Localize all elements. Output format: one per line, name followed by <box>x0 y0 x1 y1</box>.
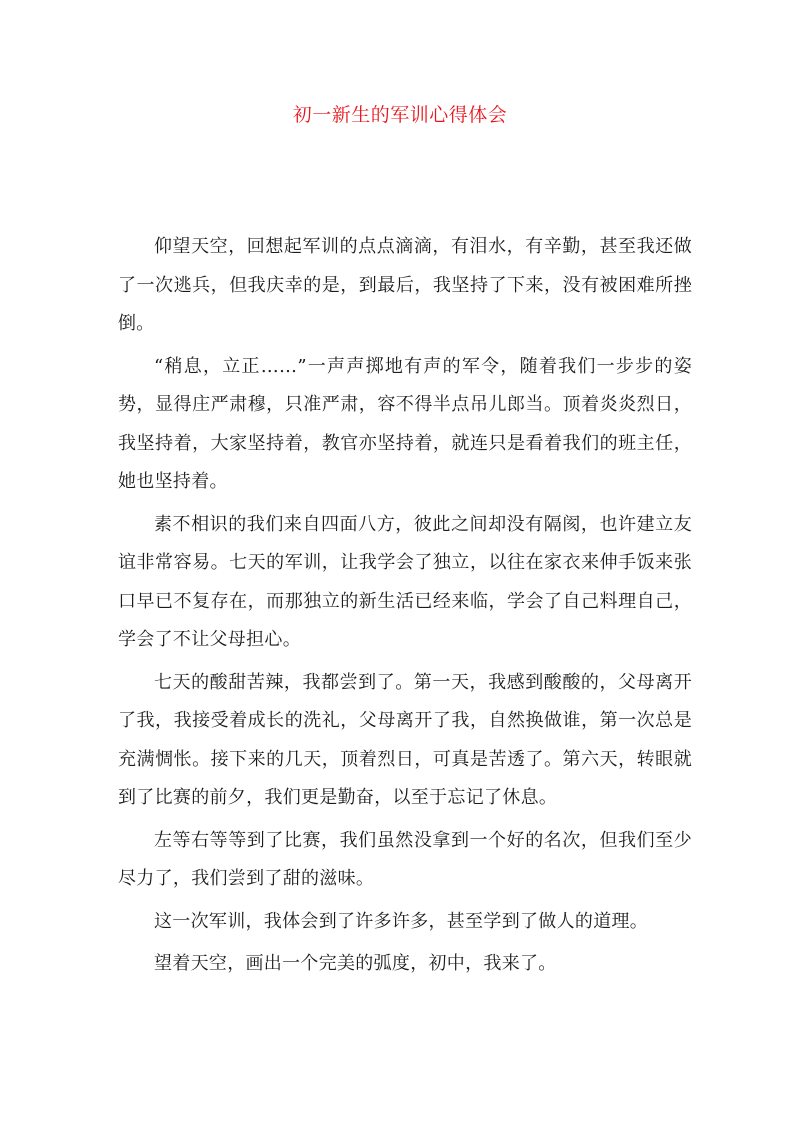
paragraph-6: 这一次军训，我体会到了许多许多，甚至学到了做人的道理。 <box>154 910 649 932</box>
paragraph-2: “稍息，立正……”一声声掷地有声的军令，随着我们一步步的姿势，显得庄严肃穆，只准严肃，容不得半点吊儿郎当。顶着炎炎烈日，我坚持着，大家坚持着，教官亦坚持着，就连只是看着我们的班主任，她也坚持着。 <box>118 355 692 492</box>
paragraph-7: 望着天空，画出一个完美的弧度，初中，我来了。 <box>154 953 557 974</box>
paragraph-4: 七天的酸甜苦辣，我都尝到了。第一天，我感到酸酸的，父母离开了我，我接受着成长的洗礼，父母离开了我，自然换做谁，第一次总是充满惆怅。接下来的几天，顶着烈日，可真是苦透了。第六天，转眼就到了比赛的前夕，我们更是勤奋，以至于忘记了休息。 <box>118 671 692 808</box>
paragraph-1: 仰望天空，回想起军训的点点滴滴，有泪水，有辛勤，甚至我还做了一次逃兵，但我庆幸的是，到最后，我坚持了下来，没有被困难所挫倒。 <box>118 236 692 334</box>
document-body <box>118 228 692 988</box>
paragraph-3: 素不相识的我们来自四面八方，彼此之间却没有隔阂，也许建立友谊非常容易。七天的军训，让我学会了独立，以往在家衣来伸手饭来张口早已不复存在，而那独立的新生活已经来临，学会了自己料理自己，学会了不让父母担心。 <box>118 513 692 650</box>
document-title: 初一新生的军训心得体会 <box>292 104 508 126</box>
paragraph-5: 左等右等等到了比赛，我们虽然没拿到一个好的名次，但我们至少尽力了，我们尝到了甜的滋味。 <box>118 829 692 889</box>
